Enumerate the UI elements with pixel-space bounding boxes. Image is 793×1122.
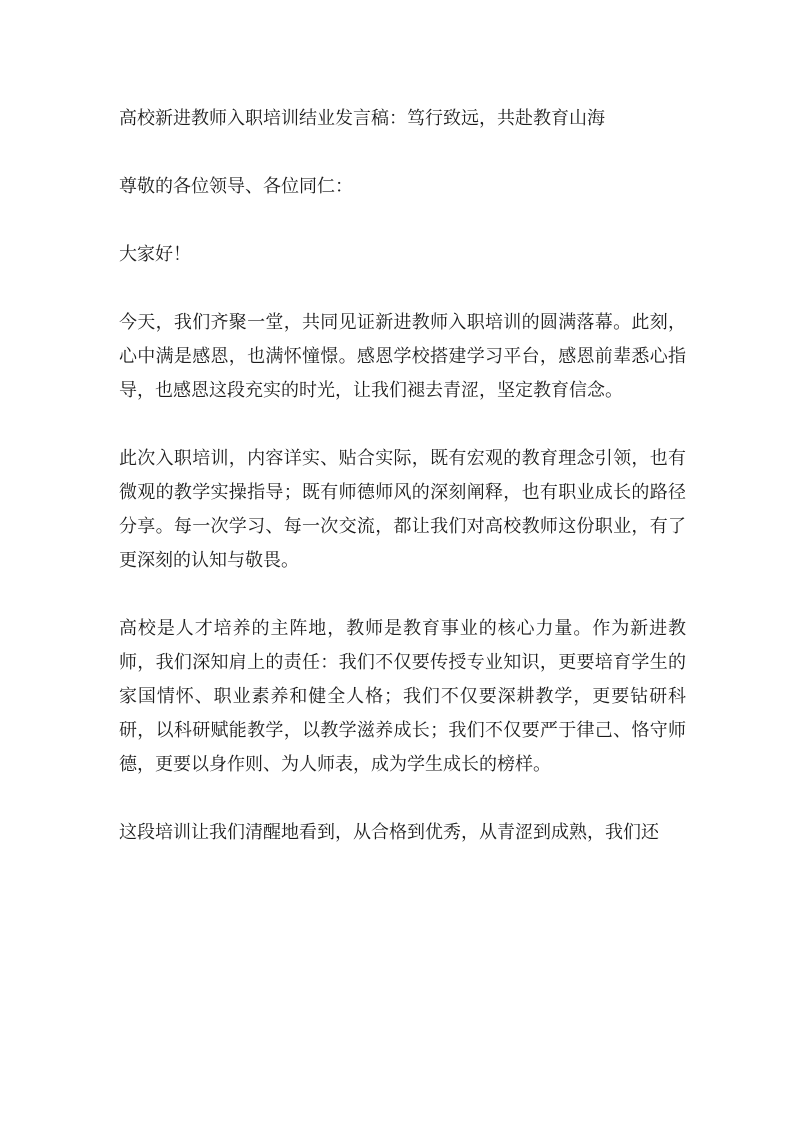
document-title: 高校新进教师入职培训结业发言稿：笃行致远，共赴教育山海 <box>119 108 605 129</box>
paragraph-4: 这段培训让我们清醒地看到，从合格到优秀，从青涩到成熟，我们还 <box>119 822 659 843</box>
greeting: 大家好！ <box>119 244 191 265</box>
paragraph-2: 此次入职培训，内容详实、贴合实际，既有宏观的教育理念引领，也有微观的教学实操指导；既有师德师风的深刻阐释，也有职业成长的路径分享。每一次学习、每一次交流，都让我们对高校教师这份职业，有了更深刻的认知与敬畏。 <box>119 448 686 571</box>
paragraph-3: 高校是人才培养的主阵地，教师是教育事业的核心力量。作为新进教师，我们深知肩上的责任：我们不仅要传授专业知识，更要培育学生的家国情怀、职业素养和健全人格；我们不仅要深耕教学，更要钻研科研，以科研赋能教学，以教学滋养成长；我们不仅要严于律己、恪守师德，更要以身作则、为人师表，成为学生成长的榜样。 <box>119 618 686 775</box>
paragraph-1: 今天，我们齐聚一堂，共同见证新进教师入职培训的圆满落幕。此刻，心中满是感恩，也满怀憧憬。感恩学校搭建学习平台，感恩前辈悉心指导，也感恩这段充实的时光，让我们褪去青涩，坚定教育信念。 <box>119 312 686 401</box>
salutation: 尊敬的各位领导、各位同仁： <box>119 176 353 197</box>
document-body <box>119 102 686 884</box>
